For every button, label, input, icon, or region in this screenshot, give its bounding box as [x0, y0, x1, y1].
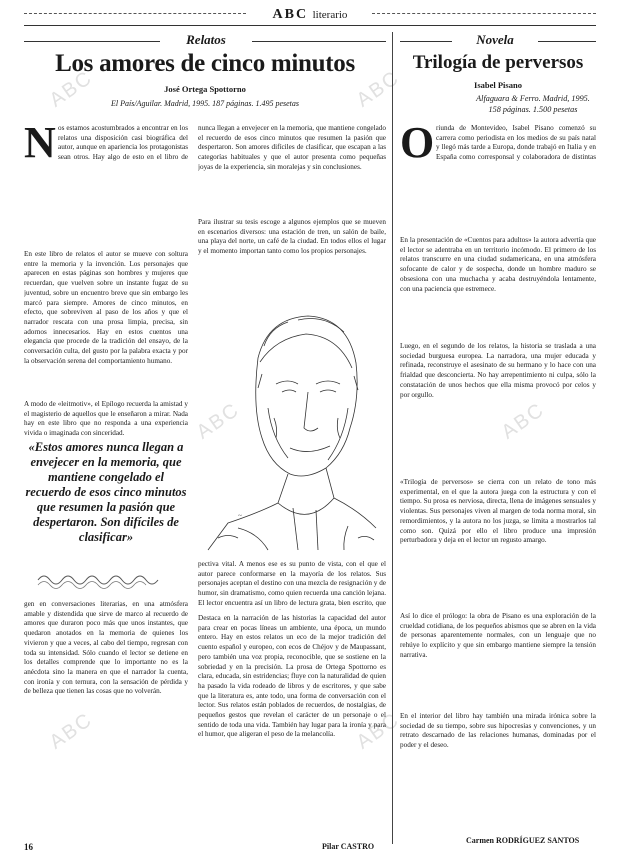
body-paragraph: Destaca en la narración de las historias la capacidad del autor para crear en pocas líneas un ambiente, una época, un mundo entero. Hay en estos relatos un eco de la mejor tradición del cuento español y europeo, con ecos de Chéjov y de Maupassant, pero también una voz propia, reconocible, que se sostiene en la sobriedad y en la precisión. La prosa de Ortega Spottorno es clara, educada, sin estridencias; fluye con la naturalidad de quien ha pasado la vida rodeado de libros y de escritores, y que sabe que la literatura es, ante todo, una forma de conversación con el lector. Sus relatos están poblados de recuerdos, de nostalgias, de pequeños gestos que revelan el carácter de un personaje o el sentido de toda una vida. También hay lugar para la ironía y para el humor, que aligeran el peso de la melancolía.: [198, 614, 386, 739]
section-label-novela: Novela: [452, 32, 538, 48]
body-paragraph: [400, 162, 596, 234]
dropcap: N: [24, 118, 56, 167]
page-header: [0, 2, 620, 26]
body-paragraph: nunca llegan a envejecer en la memoria, que mantiene congelado el recuerdo de esos cinco minutos que resumen la pasión que despertaron. Son amores difíciles de clasificar, que escapan a las categorías habituales y que el autor presenta como pequeñas joyas de la experiencia, sin moralejas y sin conclusiones.: [198, 124, 386, 171]
watermark: ABC: [352, 66, 404, 112]
article-bibliographic: Alfaguara & Ferro. Madrid, 1995. 158 páginas. 1.500 pesetas: [476, 94, 590, 114]
watermark: ABC: [45, 66, 97, 112]
body-paragraph: «Trilogía de perversos» se cierra con un relato de tono más experimental, en el que la autora juega con la estructura y con el tiempo. Su prosa es nerviosa, directa, llena de imágenes sensuales y violentas. Sus personajes viven al margen de toda norma moral, sin remordimientos, y la autora no los juzga, se limita a mostrarlos tal como son. Quizá por ello el libro produce una impresión perturbadora y deja en el lector un regusto amargo.: [400, 478, 596, 545]
section-label-relatos: Relatos: [160, 32, 252, 48]
body-paragraph: En el interior del libro hay también una mirada irónica sobre la sociedad de su tiempo, sobre sus hipocresías y convenciones, y un retrato descarnado de las relaciones humanas, dominadas por el poder y el deseo.: [400, 712, 596, 750]
body-paragraph: A modo de «leitmotiv», el Epílogo recuerda la amistad y el magisterio de aquellos que le enseñaron a mirar. Nada hay en este libro que no responda a una experiencia vivida o imaginada con sinceridad.: [24, 400, 188, 438]
header-rule-right: [372, 13, 596, 14]
signature: Pilar CASTRO: [322, 842, 375, 851]
body-paragraph: En este libro de relatos el autor se mueve con soltura entre la memoria y la invención. Los personajes que aparecen en estas páginas son hombres y mujeres que recuerdan, que vuelven sobre un instante fugaz de su juventud, sobre un encuentro breve que sin embargo les marcó para siempre. Amores de cinco minutos, en efecto, que sobreviven al paso de los años y que el narrador rescata con una prosa limpia, precisa, sin adornos innecesarios. Hay en estos cuentos una elegancia que procede de la tradición del ensayo, de la conversación culta, del gusto por la palabra exacta y por la observación serena del comportamiento humano.: [24, 250, 188, 365]
watermark: ABC: [192, 398, 244, 444]
handwriting-squiggle-icon: [36, 568, 166, 590]
handwriting-mark: [36, 568, 166, 592]
body-paragraph: En la presentación de «Cuentos para adultos» la autora advertía que el lector se adentraba en un territorio incómodo. El primero de los relatos transcurre en una ciudad sudamericana, en una atmósfera sofocante de calor y de sospecha, donde un hombre maduro se obsesiona con una muchacha y acaba destruyéndola lentamente, con una paciencia que estremece.: [400, 236, 596, 293]
page-number: 16: [24, 842, 33, 852]
section-name: literario: [312, 9, 348, 21]
article-author: Isabel Pisano: [474, 80, 522, 90]
dropcap: O: [400, 118, 435, 167]
body-paragraph: os estamos acostumbrados a encontrar en los relatos una disposición casi biográfica del autor, aunque en apariencia los protagonistas sean otros. Hay algo de esto en el libro de: [58, 124, 188, 162]
body-paragraph: Luego, en el segundo de los relatos, la historia se traslada a una sociedad burguesa europea. La narradora, una mujer educada y refinada, reconstruye el asesinato de su hermano y lo hace con una frialdad que desconcierta. No hay arrepentimiento ni culpa, sólo la constatación de unos hechos que ella misma provocó por celos y por orgullo.: [400, 342, 596, 399]
signature: Carmen RODRÍGUEZ SANTOS: [466, 836, 580, 845]
watermark: ABC: [45, 708, 97, 754]
brand-logo: ABC: [272, 7, 309, 22]
article-bibliographic: El País/Aguilar. Madrid, 1995. 187 páginas. 1.495 pesetas: [111, 99, 299, 108]
body-paragraph: Para ilustrar su tesis escoge a algunos ejemplos que se mueven en escenarios diversos: una estación de tren, un salón de baile, una playa del norte, un café de la ciudad. En todos ellos el lugar y el momento importan tanto como los propios personajes.: [198, 218, 386, 256]
portrait-sketch-icon: [198, 288, 386, 558]
pull-quote: «Estos amores nunca llegan a envejecer en la memoria, que mantiene congelado el recuerdo de esos cinco minutos que resumen la pasión que despertaron. Son difíciles de clasificar»: [25, 440, 187, 544]
article-title: Los amores de cinco minutos: [55, 50, 355, 77]
body-paragraph: Así lo dice el prólogo: la obra de Pisano es una exploración de la crueldad cotidiana, de los pequeños abismos que se abren en la vida de personas aparentemente normales, con un lenguaje que no rehúye lo explícito y que sin embargo mantiene siempre la tensión narrativa.: [400, 612, 596, 659]
masthead: [0, 7, 620, 23]
header-rule-left: [24, 13, 246, 14]
body-paragraph: pectiva vital. A menos ese es su punto de vista, con el que el autor parece conformarse en la mayoría de los relatos. Sus personajes aceptan el destino con una mezcla de resignación y de humor, sin dramatismo, como quien recuerda una canción lejana. El lector encuentra así un libro de lectura grata, bien escrito, que: [198, 560, 386, 607]
watermark: ABC: [497, 398, 549, 444]
watermark: ABC: [352, 708, 404, 754]
header-rule: [24, 25, 596, 26]
body-paragraph: gen en conversaciones literarias, en una atmósfera amable y distendida que sirve de marco al recuerdo de amores que duraron poco más que unos instantes, que quedaron anotados en la memoria de quienes los vivieron y que a veces, al cabo del tiempo, regresan con toda su intensidad. Sólo cuando el lector se detiene en los detalles comprende que lo importante no es la anécdota sino la manera en que el narrador la cuenta, con ironía y con ternura, con la sensación de pérdida y de belleza que tienen las cosas que no volverán.: [24, 600, 188, 696]
article-title: Trilogía de perversos: [412, 52, 584, 73]
sketch-mark: ~: [238, 512, 242, 520]
article-author: José Ortega Spottorno: [164, 84, 246, 94]
body-paragraph: riunda de Montevideo, Isabel Pisano comenzó su carrera como periodista en los medios de su país natal y llegó más tarde a Europa, donde trabajó en Italia y en España como corresponsal y colaboradora de distintas: [436, 124, 596, 162]
body-paragraph: [24, 162, 188, 252]
column-divider: [392, 32, 393, 844]
author-portrait: [198, 288, 386, 558]
